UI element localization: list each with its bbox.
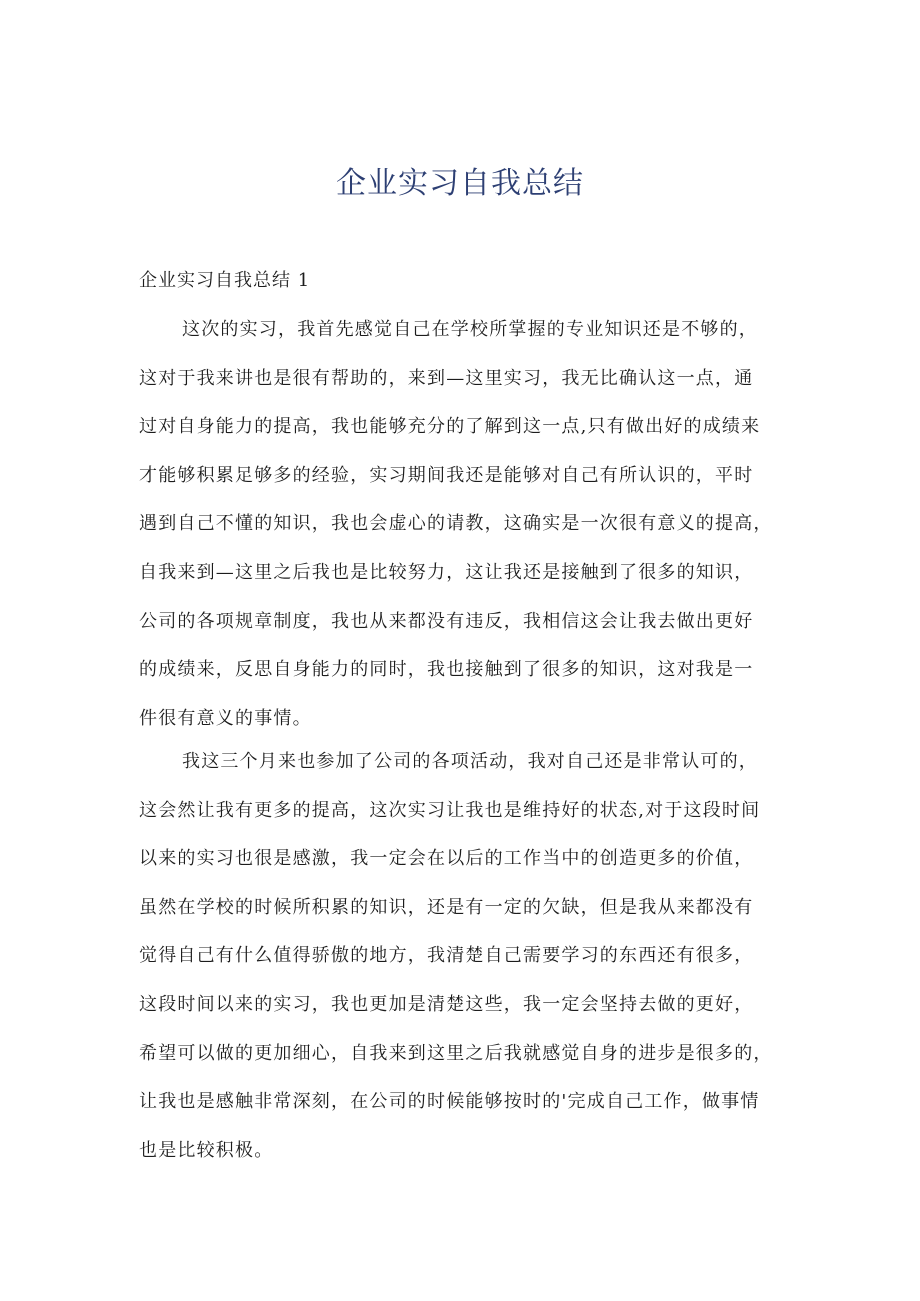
paragraph-line: 让我也是感触非常深刻，在公司的时候能够按时的'完成自己工作，做事情 [139,1091,760,1113]
paragraph-line: 的成绩来，反思自身能力的同时，我也接触到了很多的知识，这对我是一 [139,659,754,681]
paragraph-line: 自我来到—这里之后我也是比较努力，这让我还是接触到了很多的知识， [139,561,754,583]
section-heading: 企业实习自我总结 1 [139,270,311,291]
paragraph-line: 这段时间以来的实习，我也更加是清楚这些，我一定会坚持去做的更好， [139,993,754,1015]
paragraph-line: 觉得自己有什么值得骄傲的地方，我清楚自己需要学习的东西还有很多， [139,945,754,967]
document-title: 企业实习自我总结 [336,166,584,201]
paragraph-line: 我这三个月来也参加了公司的各项活动，我对自己还是非常认可的， [182,751,758,772]
paragraph-line: 公司的各项规章制度，我也从来都没有违反，我相信这会让我去做出更好 [139,610,754,632]
paragraph-line: 这会然让我有更多的提高，这次实习让我也是维持好的状态,对于这段时间 [139,799,761,821]
paragraph-2 [139,738,799,1175]
paragraph-1 [139,306,799,743]
paragraph-line: 才能够积累足够多的经验，实习期间我还是能够对自己有所认识的，平时 [139,464,754,486]
paragraph-line: 过对自身能力的提高，我也能够充分的了解到这一点,只有做出好的成绩来 [139,416,761,438]
paragraph-line: 虽然在学校的时候所积累的知识，还是有一定的欠缺，但是我从来都没有 [139,896,754,918]
paragraph-line: 也是比较积极。 [139,1139,274,1161]
paragraph-line: 件很有意义的事情。 [139,707,312,729]
paragraph-line: 以来的实习也很是感激，我一定会在以后的工作当中的创造更多的价值， [139,848,754,870]
paragraph-line: 这对于我来讲也是很有帮助的，来到—这里实习，我无比确认这一点，通 [139,367,754,389]
paragraph-line: 希望可以做的更加细心，自我来到这里之后我就感觉自身的进步是很多的， [139,1042,773,1064]
paragraph-line: 遇到自己不懂的知识，我也会虚心的请教，这确实是一次很有意义的提高， [139,513,773,535]
paragraph-line: 这次的实习，我首先感觉自己在学校所掌握的专业知识还是不够的， [182,319,758,340]
